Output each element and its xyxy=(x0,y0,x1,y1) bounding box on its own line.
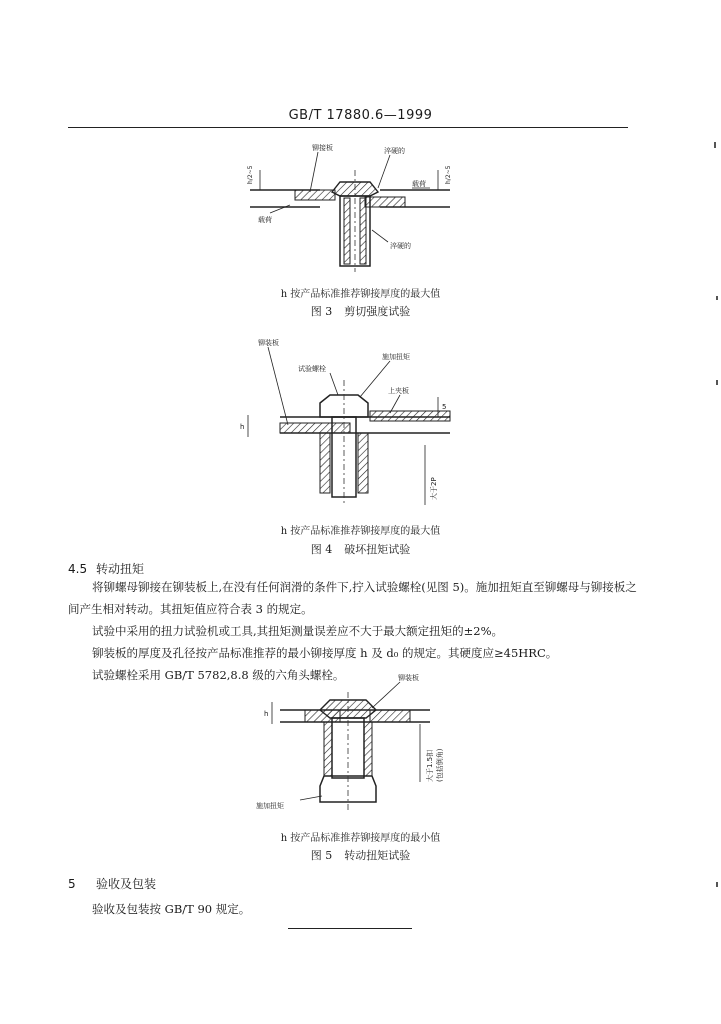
fig5-label-plate: 铆装板 xyxy=(398,674,419,682)
fig3-dim-left: h/2~5 xyxy=(247,165,254,184)
figure3-title xyxy=(0,303,721,319)
section-number: 4.5 xyxy=(68,562,88,576)
fig4-dim-h: h xyxy=(240,423,245,431)
figure3-drawing xyxy=(240,140,480,280)
paragraph: 试验中采用的扭力试验机或工具,其扭矩测量误差应不大于最大额定扭矩的±2%。 xyxy=(92,624,504,638)
scan-mark xyxy=(714,142,716,148)
figure3-caption: h 按产品标准推荐铆接厚度的最大值 xyxy=(280,289,441,300)
paragraph: 验收及包装按 GB/T 90 规定。 xyxy=(92,902,251,916)
section-4-5-heading xyxy=(68,560,144,577)
figure3-title-text: 剪切强度试验 xyxy=(344,305,411,318)
fig3-label-load-right: 载荷 xyxy=(412,180,426,188)
section-title: 转动扭矩 xyxy=(96,562,145,576)
scan-mark xyxy=(716,380,718,385)
paragraph: 将铆螺母铆接在铆装板上,在没有任何润滑的条件下,拧入试验螺栓(见图 5)。施加扭矩直至铆螺母与铆接板之间产生相对转动。其扭矩值应符合表 3 的规定。 xyxy=(68,580,637,616)
figure5-number: 图 5 xyxy=(310,849,333,862)
figure4-title-text: 破坏扭矩试验 xyxy=(344,543,411,556)
fig5-dim-right2: (包括倒角) xyxy=(436,748,444,782)
figure4-caption: h 按产品标准推荐铆接厚度的最大值 xyxy=(280,526,441,537)
page-header: GB/T 17880.6—1999 xyxy=(288,108,433,123)
figure5-title xyxy=(0,847,721,863)
figure5-title-text: 转动扭矩试验 xyxy=(344,849,411,862)
fig4-dim-5: 5 xyxy=(442,403,447,411)
figure4-title xyxy=(0,541,721,557)
fig3-dim-right: h/2~5 xyxy=(445,165,452,184)
end-rule xyxy=(288,928,412,929)
paragraph: 试验螺栓采用 GB/T 5782,8.8 级的六角头螺栓。 xyxy=(92,668,345,682)
fig5-dim-h: h xyxy=(264,710,269,718)
figure4-drawing xyxy=(240,335,470,515)
fig3-label-load-left: 载荷 xyxy=(258,216,272,224)
fig3-label-clamp-top: 淬硬的 xyxy=(384,147,405,155)
section-number: 5 xyxy=(68,877,76,891)
figure3-number: 图 3 xyxy=(310,305,333,318)
section-5-heading xyxy=(68,875,156,892)
fig4-label-plate: 铆装板 xyxy=(258,339,279,347)
paragraph: 铆装板的厚度及孔径按产品标准推荐的最小铆接厚度 h 及 d₀ 的规定。其硬度应≥45HRC。 xyxy=(92,646,558,660)
header-rule xyxy=(68,127,628,128)
fig3-label-clamp-bottom: 淬硬的 xyxy=(390,242,411,250)
section-5-body xyxy=(68,898,638,920)
fig5-dim-right: 大于1.5扣 xyxy=(426,749,434,782)
fig4-label-bolt: 试验螺栓 xyxy=(298,365,326,373)
scan-mark xyxy=(716,882,718,887)
fig4-label-upper-plate: 上夹板 xyxy=(388,387,409,395)
fig4-dim-2p: 大于2P xyxy=(430,477,438,500)
section-4-5-body xyxy=(68,576,638,686)
fig4-label-torque: 施加扭矩 xyxy=(382,353,410,361)
section-title: 验收及包装 xyxy=(96,877,157,891)
fig3-label-plate: 铆接板 xyxy=(312,144,333,152)
figure5-caption: h 按产品标准推荐铆接厚度的最小值 xyxy=(280,833,441,844)
fig5-label-torque: 施加扭矩 xyxy=(256,802,284,810)
figure5-drawing xyxy=(250,672,470,822)
figure4-number: 图 4 xyxy=(310,543,333,556)
